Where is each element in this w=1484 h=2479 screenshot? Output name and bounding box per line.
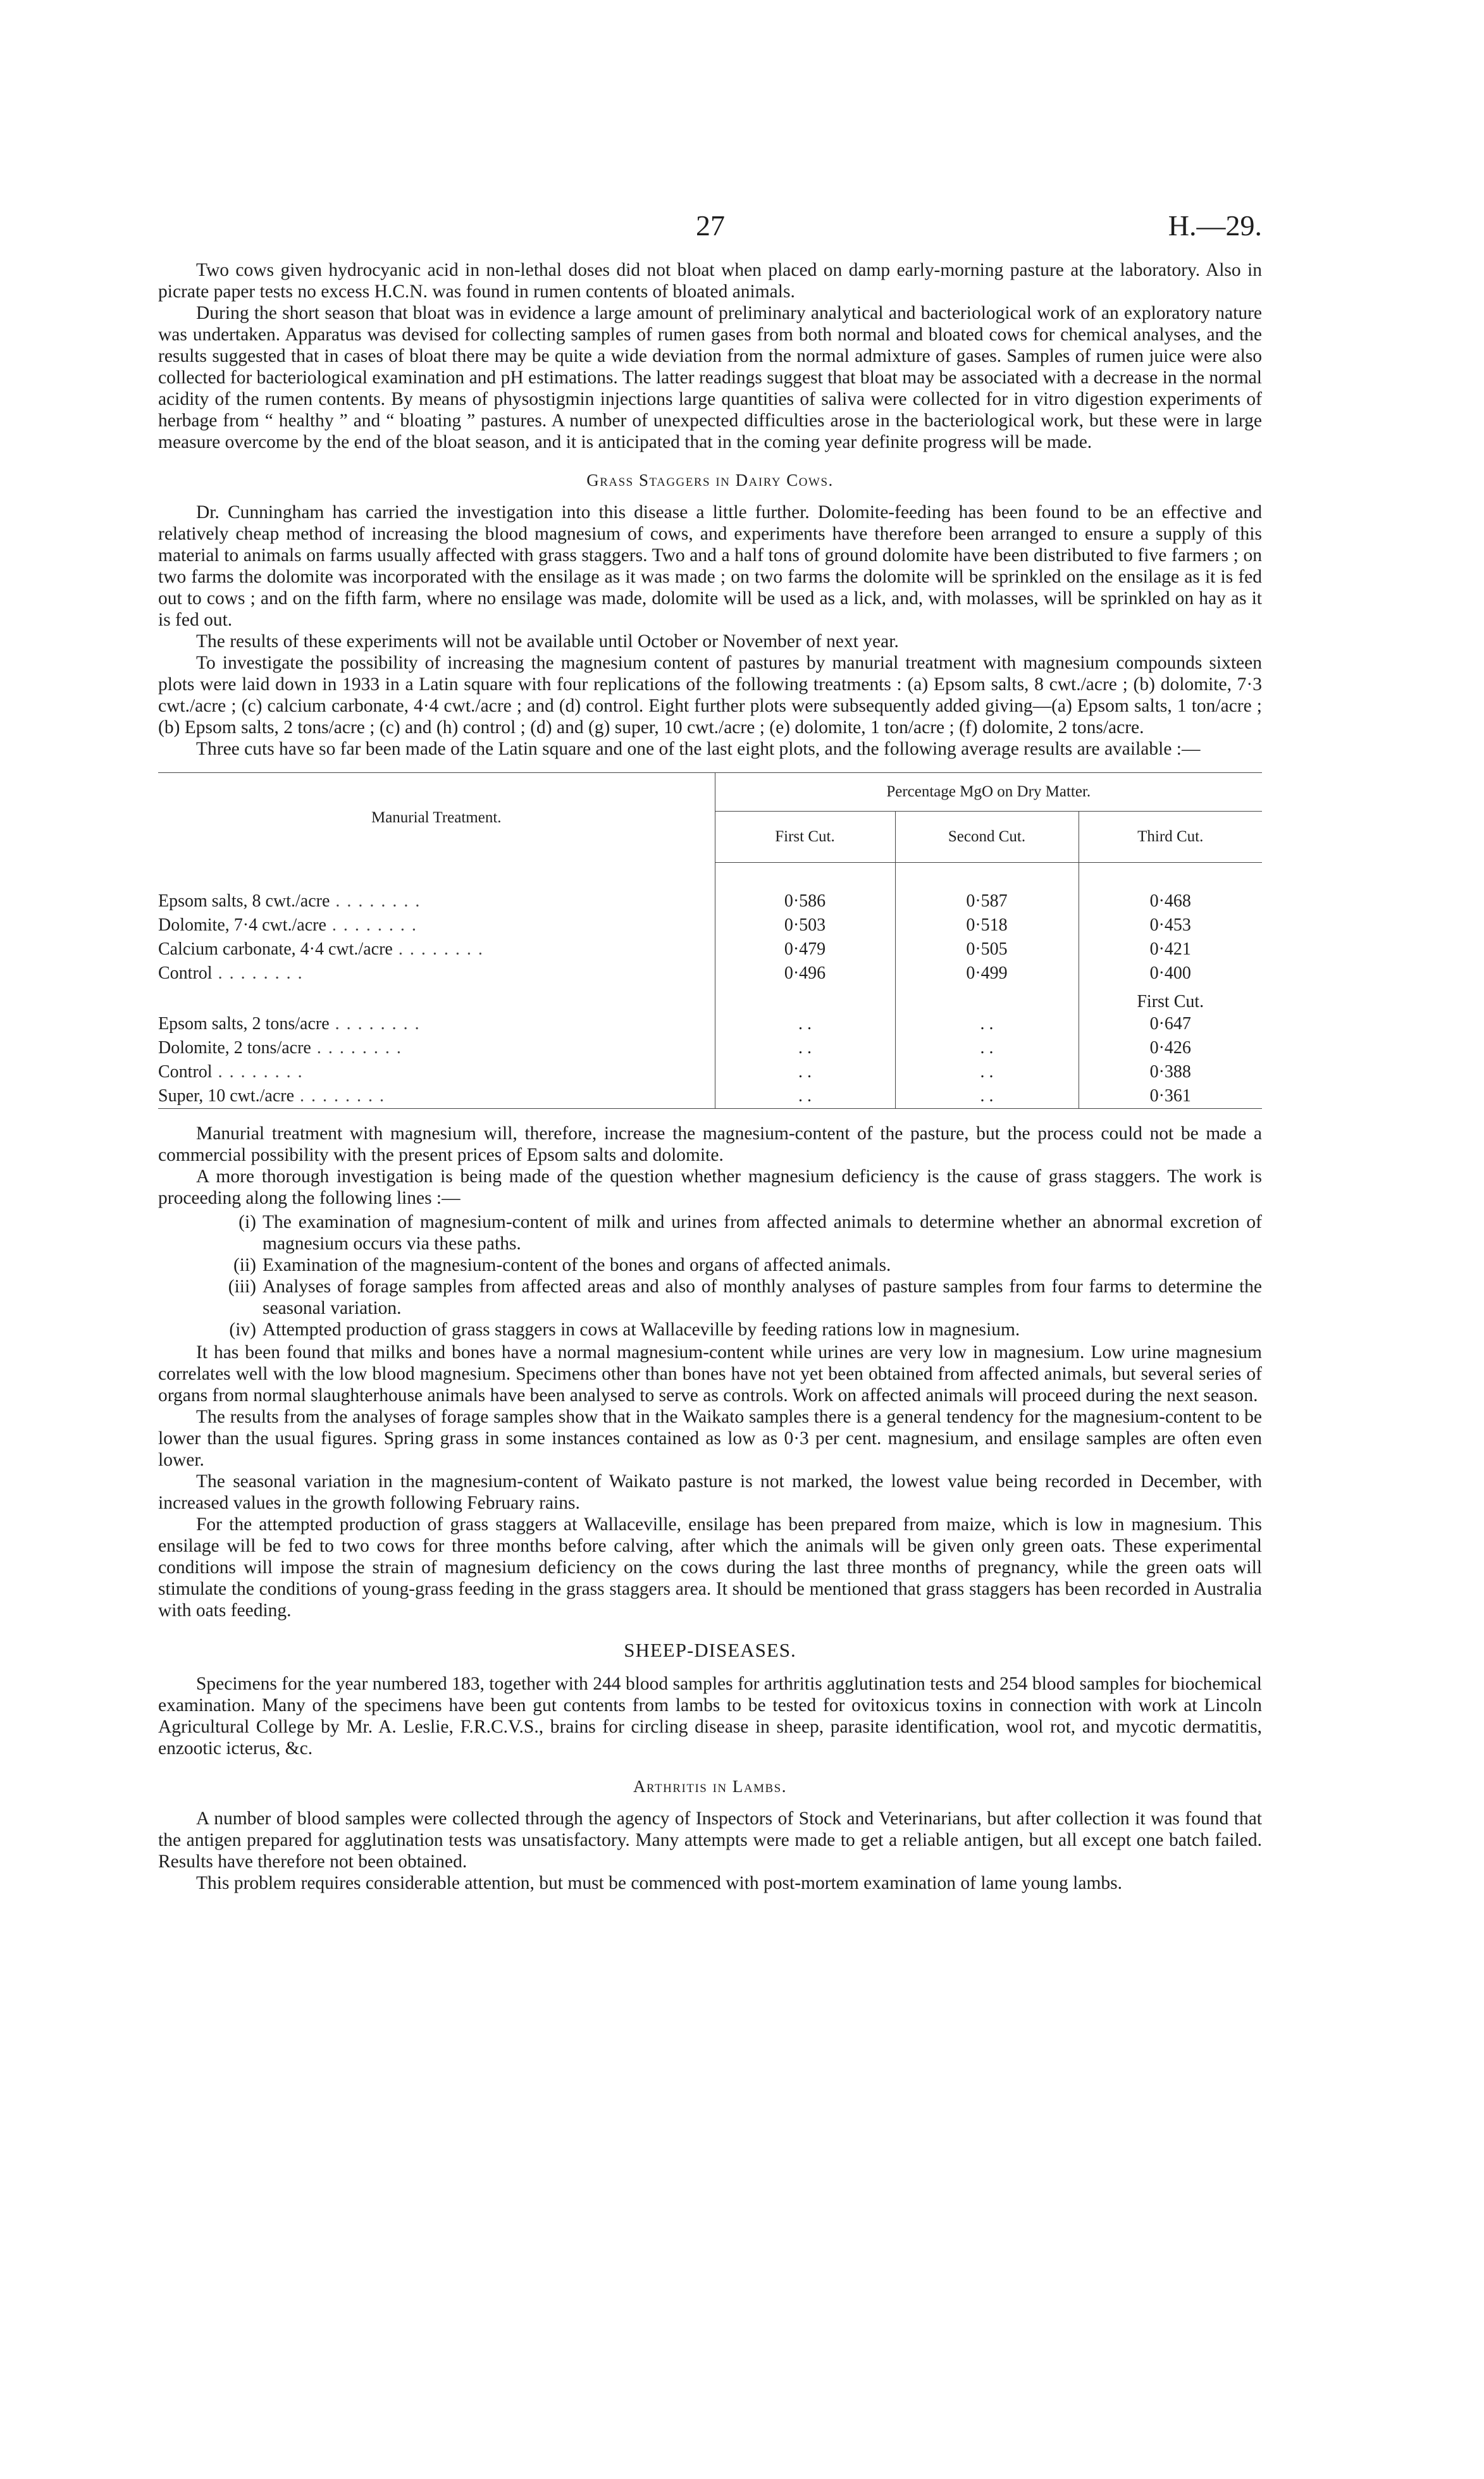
table-row [158, 937, 1262, 961]
table-row [158, 913, 1262, 937]
paragraph: Three cuts have so far been made of the Latin square and one of the last eight plots, and the following average results are available :— [196, 739, 1201, 759]
row-label: Dolomite, 2 tons/acre [158, 1038, 311, 1058]
row-label: Super, 10 cwt./acre [158, 1086, 295, 1106]
list-item [158, 1276, 1262, 1319]
arthritis-section [158, 1777, 1262, 1894]
cell-first-cut: 0·586 [784, 891, 826, 911]
table-row [158, 1012, 1262, 1036]
paragraph: Specimens for the year numbered 183, together with 244 blood samples for arthritis agglutination tests and 254 blood samples for biochemical examination. Many of the specimens have been gut contents from lambs to be tested for ovitoxicus toxins in connection with work at Lincoln Agricultural College by Mr. A. Leslie, F.R.C.V.S., brains for circling disease in sheep, parasite identification, wool rot, and mycotic dermatitis, enzootic icterus, &c. [158, 1674, 1262, 1759]
cell-second-cut: 0·587 [895, 889, 1079, 913]
table-row [158, 1084, 1262, 1109]
list-item [158, 1319, 1262, 1340]
table-row [158, 1060, 1262, 1084]
section-heading: SHEEP-DISEASES. [624, 1639, 796, 1661]
paragraph: Manurial treatment with magnesium will, therefore, increase the magnesium-content of the pasture, but the process could not be made a commercial possibility with the present prices of Epsom salts and dolomite. [158, 1123, 1262, 1165]
cell-first-cut: 0·503 [784, 915, 826, 935]
paragraph: It has been found that milks and bones have a normal magnesium-content while urines are very low in magnesium. Low urine magnesium correlates well with the low blood magnesium. Specimens other than bones have not yet been obtained from affected animals, but several series of organs from normal slaughterhouse animals have been analysed to serve as controls. Work on affected animals will proceed during the next season. [158, 1342, 1262, 1406]
cell-third-cut: 0·361 [1079, 1084, 1262, 1109]
leader-dots: . . . . . . . . [329, 1014, 421, 1034]
row-label: Control [158, 1062, 213, 1082]
list-item-number: (ii) [233, 1255, 256, 1275]
list-item [158, 1254, 1262, 1276]
leader-dots: . . . . . . . . [212, 1062, 304, 1082]
table-row [158, 961, 1262, 986]
document-page [158, 209, 1262, 1894]
cell-third-cut: 0·468 [1079, 889, 1262, 913]
list-item-text: Examination of the magnesium-content of the bones and organs of affected animals. [263, 1255, 891, 1275]
sheep-diseases-section [158, 1639, 1262, 1759]
row-label: Dolomite, 7·4 cwt./acre [158, 915, 326, 935]
document-reference: H.—29. [1168, 209, 1262, 242]
page-number: 27 [696, 209, 725, 242]
column-header-treatment: Manurial Treatment. [158, 773, 715, 863]
cell-first-cut: . . [798, 1062, 812, 1082]
list-item-text: Analyses of forage samples from affected areas and also of monthly analyses of pasture samples from four farms to determine the seasonal variation. [263, 1277, 1262, 1318]
list-item [158, 1211, 1262, 1254]
row-label: Epsom salts, 8 cwt./acre [158, 891, 330, 911]
cell-first-cut: 0·496 [784, 963, 826, 983]
list-item-text: The examination of magnesium-content of milk and urines from affected animals to determine whether an abnormal excretion of magnesium occurs via these paths. [263, 1212, 1262, 1254]
leader-dots: . . . . . . . . [392, 939, 484, 959]
table-row [158, 889, 1262, 913]
list-item-number: (i) [238, 1212, 256, 1232]
paragraph: For the attempted production of grass staggers at Wallaceville, ensilage has been prepared from maize, which is low in magnesium. This ensilage will be fed to two cows for three months before calving, after which the animals will be given only green oats. These experimental conditions will impose the strain of magnesium deficiency on the cows during the last three months of pregnancy, while the green oats will stimulate the conditions of young-grass feeding in the grass staggers area. It should be mentioned that grass staggers has been recorded in Australia with oats feeding. [158, 1514, 1262, 1621]
leader-dots: . . . . . . . . [294, 1086, 386, 1106]
row-label: Calcium carbonate, 4·4 cwt./acre [158, 939, 393, 959]
grass-staggers-section [158, 471, 1262, 1621]
cell-second-cut: . . [895, 1060, 1079, 1084]
paragraph: The results of these experiments will not be available until October or November of next year. [196, 631, 899, 652]
column-header-third-cut: Third Cut. [1079, 812, 1262, 863]
list-item-number: (iii) [228, 1277, 256, 1297]
column-group-header: Percentage MgO on Dry Matter. [715, 773, 1262, 812]
paragraph: This problem requires considerable attention, but must be commenced with post-mortem examination of lame young lambs. [196, 1873, 1122, 1893]
paragraph: To investigate the possibility of increasing the magnesium content of pastures by manurial treatment with magnesium compounds sixteen plots were laid down in 1933 in a Latin square with four replications of the following treatments : (a) Epsom salts, 8 cwt./acre ; (b) dolomite, 7·3 cwt./acre ; (c) calcium carbonate, 4·4 cwt./acre ; and (d) control. Eight further plots were subsequently added giving—(a) Epsom salts, 1 ton/acre ; (b) Epsom salts, 2 tons/acre ; (c) and (h) control ; (d) and (g) super, 10 cwt./acre ; (e) dolomite, 1 ton/acre ; (f) dolomite, 2 tons/acre. [158, 653, 1262, 738]
page-header [158, 209, 1262, 259]
section-heading: Grass Staggers in Dairy Cows. [586, 471, 834, 490]
leader-dots: . . . . . . . . [326, 915, 417, 935]
leader-dots: . . . . . . . . [330, 891, 421, 911]
cell-second-cut: . . [895, 1036, 1079, 1060]
leader-dots: . . . . . . . . [311, 1038, 402, 1058]
cell-third-cut: 0·421 [1079, 937, 1262, 961]
cell-third-cut: 0·453 [1079, 913, 1262, 937]
cell-third-cut: 0·388 [1079, 1060, 1262, 1084]
cell-first-cut: 0·479 [784, 939, 826, 959]
section-heading: Arthritis in Lambs. [633, 1777, 787, 1796]
cell-second-cut: . . [895, 1084, 1079, 1109]
paragraph: A more thorough investigation is being made of the question whether magnesium deficiency is the cause of grass staggers. The work is proceeding along the following lines :— [158, 1166, 1262, 1208]
cell-second-cut: . . [895, 1012, 1079, 1036]
column-header-first-cut: First Cut. [715, 812, 895, 863]
cell-first-cut: . . [798, 1038, 812, 1058]
subheading-first-cut: First Cut. [1079, 986, 1262, 1012]
paragraph: Dr. Cunningham has carried the investigation into this disease a little further. Dolomite-feeding has been found to be an effective and relatively cheap method of increasing the blood magnesium of cows, and experiments have therefore been arranged to ensure a supply of this material to animals on farms usually affected with grass staggers. Two and a half tons of ground dolomite have been distributed to five farmers ; on two farms the dolomite was incorporated with the ensilage as it was made ; on two farms the dolomite will be sprinkled on the ensilage as it is fed out to cows ; and on the fifth farm, where no ensilage was made, dolomite will be used as a lick, and, with molasses, will be sprinkled on hay as it is fed out. [158, 502, 1262, 630]
paragraph: A number of blood samples were collected through the agency of Inspectors of Stock and Veterinarians, but after collection it was found that the antigen prepared for agglutination tests was unsatisfactory. Many attempts were made to get a reliable antigen, but all except one batch failed. Results have therefore not been obtained. [158, 1808, 1262, 1872]
intro-section [158, 259, 1262, 453]
cell-second-cut: 0·499 [895, 961, 1079, 986]
cell-third-cut: 0·400 [1079, 961, 1262, 986]
cell-third-cut: 0·647 [1079, 1012, 1262, 1036]
paragraph: During the short season that bloat was in evidence a large amount of preliminary analytical and bacteriological work of an exploratory nature was undertaken. Apparatus was devised for collecting samples of rumen gases from both normal and bloated cows for chemical analyses, and the results suggested that in cases of bloat there may be quite a wide deviation from the normal admixture of gases. Samples of rumen juice were also collected for bacteriological examination and pH estimations. The latter readings suggest that bloat may be associated with a decrease in the normal acidity of the rumen contents. By means of physostigmin injections large quantities of saliva were collected for in vitro digestion experiments of herbage from “ healthy ” and “ bloating ” pastures. A number of unexpected difficulties arose in the bacteriological work, but these were in large measure overcome by the end of the bloat season, and it is anticipated that in the coming year definite progress will be made. [158, 303, 1262, 452]
investigation-list [158, 1211, 1262, 1340]
cell-second-cut: 0·505 [895, 937, 1079, 961]
list-item-number: (iv) [229, 1320, 256, 1340]
list-item-text: Attempted production of grass staggers in cows at Wallaceville by feeding rations low in magnesium. [263, 1320, 1020, 1340]
row-label: Control [158, 963, 213, 983]
leader-dots: . . . . . . . . [212, 963, 304, 983]
magnesium-results-table [158, 772, 1262, 1109]
cell-third-cut: 0·426 [1079, 1036, 1262, 1060]
cell-second-cut: 0·518 [895, 913, 1079, 937]
table-row [158, 1036, 1262, 1060]
cell-first-cut: . . [715, 1084, 895, 1109]
paragraph: The results from the analyses of forage samples show that in the Waikato samples there is a general tendency for the magnesium-content to be lower than the usual figures. Spring grass in some instances contained as low as 0·3 per cent. magnesium, and ensilage samples are often even lower. [158, 1407, 1262, 1470]
column-header-second-cut: Second Cut. [895, 812, 1079, 863]
paragraph: Two cows given hydrocyanic acid in non-lethal doses did not bloat when placed on damp early-morning pasture at the laboratory. Also in picrate paper tests no excess H.C.N. was found in rumen contents of bloated animals. [158, 260, 1262, 302]
cell-first-cut: . . [798, 1014, 812, 1034]
row-label: Epsom salts, 2 tons/acre [158, 1014, 330, 1034]
paragraph: The seasonal variation in the magnesium-content of Waikato pasture is not marked, the lowest value being recorded in December, with increased values in the growth following February rains. [158, 1471, 1262, 1513]
